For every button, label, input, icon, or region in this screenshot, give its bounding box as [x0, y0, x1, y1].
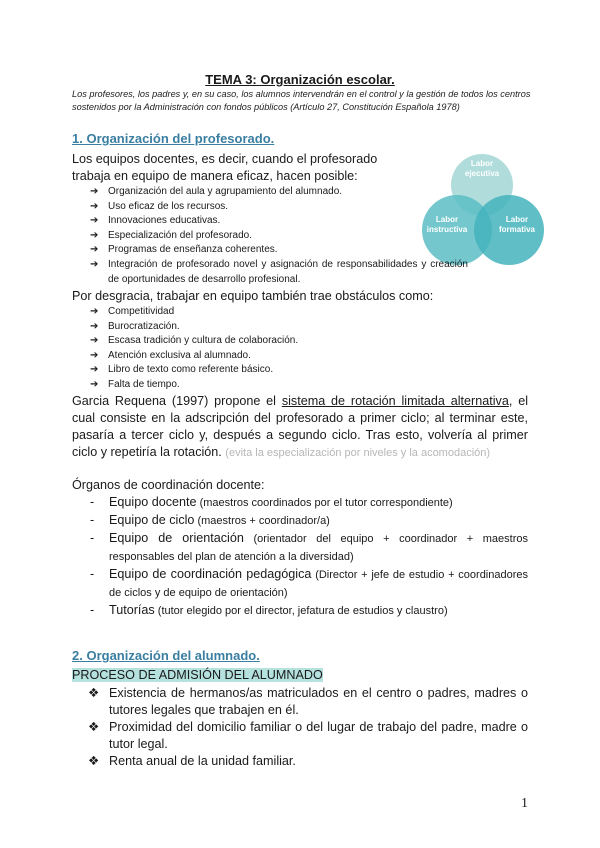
venn-diagram: [415, 150, 550, 268]
list-item: ➔ Organización del aula y agrupamiento del alumnado.: [72, 185, 402, 200]
dash-marker: -: [90, 513, 95, 527]
list-item: - Equipo de ciclo (maestros + coordinador/a): [90, 513, 330, 527]
list-item: ➔ Escasa tradición y cultura de colaboración.: [72, 334, 532, 349]
list-item: ❖ Existencia de hermanos/as matriculados en el centro o padres, madres o tutores legales que trabajen en él.: [88, 686, 528, 717]
intro-quote: Los profesores, los padres y, en su caso, los alumnos intervendrán en el control y la gestión de todos los centros sostenidos por la Administración con fondos públicos (Artículo 27, Constitución Española 1978): [72, 89, 531, 112]
benefits-list-cont: [72, 258, 468, 287]
list-item: ➔ Burocratización.: [72, 320, 532, 335]
admission-title-row: [72, 667, 532, 684]
list-item: ➔ Integración de profesorado novel y asignación de responsabilidades y creación de oportunidades de desarrollo profesional.: [90, 259, 468, 285]
arrow-icon: ➔: [90, 259, 99, 270]
venn-top-label-1: Labor: [470, 159, 494, 168]
list-item: ➔ Falta de tiempo.: [72, 378, 532, 393]
dash-marker: -: [90, 603, 95, 617]
list-item: ➔ Uso eficaz de los recursos.: [72, 200, 402, 215]
arrow-icon: ➔: [90, 335, 99, 347]
arrow-icon: ➔: [90, 186, 99, 197]
arrow-icon: ➔: [90, 349, 99, 361]
benefits-list: [72, 185, 402, 258]
list-item: ➔ Competitividad: [72, 305, 532, 320]
diamond-bullet-icon: ❖: [88, 754, 100, 768]
list-item: ➔ Libro de texto como referente básico.: [72, 363, 532, 378]
list-item: ➔ Especialización del profesorado.: [72, 229, 402, 244]
page-title: TEMA 3: Organización escolar.: [205, 72, 395, 87]
page-number: 1: [521, 796, 528, 811]
section-1-intro: Los equipos docentes, es decir, cuando el profesorado trabaja en equipo de manera eficaz, hacen posible:: [72, 152, 378, 183]
arrow-icon: ➔: [90, 215, 99, 227]
section-2-heading: 2. Organización del alumnado.: [72, 648, 260, 663]
rotation-note: (evita la especialización por niveles y la acomodación): [225, 447, 491, 459]
dash-marker: -: [90, 531, 95, 545]
arrow-icon: ➔: [90, 306, 99, 317]
venn-right-label-1: Labor: [505, 215, 529, 224]
list-item: - Tutorías (tutor elegido por el director, jefatura de estudios y claustro): [90, 603, 448, 617]
list-item: ➔ Programas de enseñanza coherentes.: [72, 243, 402, 258]
obstacles-intro: Por desgracia, trabajar en equipo también trae obstáculos como:: [72, 289, 434, 303]
admission-title: PROCESO DE ADMISIÓN DEL ALUMNADO: [72, 668, 323, 682]
venn-left-label-1: Labor: [435, 215, 459, 224]
venn-left-label-2: instructiva: [426, 225, 468, 234]
arrow-icon: ➔: [90, 244, 99, 256]
list-item: ❖ Renta anual de la unidad familiar.: [88, 754, 296, 768]
venn-top-label-2: ejecutiva: [464, 169, 500, 178]
list-item: ❖ Proximidad del domicilio familiar o del lugar de trabajo del padre, madre o tutor legal.: [88, 720, 528, 751]
admission-criteria-list: [72, 685, 528, 770]
list-item: ➔ Innovaciones educativas.: [72, 214, 402, 229]
list-item: - Equipo de coordinación pedagógica (Director + jefe de estudio + coordinadores de ciclos y de equipo de orientación): [90, 567, 529, 599]
venn-right-label-2: formativa: [498, 225, 536, 234]
organos-title: Órganos de coordinación docente:: [72, 478, 265, 492]
rotation-system-term: sistema de rotación limitada alternativa: [281, 394, 509, 408]
arrow-icon: ➔: [90, 200, 99, 212]
rotation-paragraph: Garcia Requena (1997) propone el sistema de rotación limitada alternativa, el cual consiste en la adscripción del profesorado a primer ciclo; al terminar este, pasaría a tercer ciclo y, después a segundo ciclo. Tras esto, volvería al primer ciclo y repetiría la rotación. (evita la especialización por niveles y la acomodación): [72, 394, 528, 459]
dash-marker: -: [90, 495, 95, 509]
arrow-icon: ➔: [90, 320, 99, 332]
diamond-bullet-icon: ❖: [88, 720, 100, 734]
list-item: - Equipo docente (maestros coordinados por el tutor correspondiente): [90, 495, 453, 509]
list-item: ➔ Atención exclusiva al alumnado.: [72, 349, 532, 364]
section-1-heading: 1. Organización del profesorado.: [72, 131, 275, 146]
arrow-icon: ➔: [90, 229, 99, 241]
obstacles-list: [72, 305, 532, 393]
dash-marker: -: [90, 567, 95, 581]
list-item: - Equipo de orientación (orientador del equipo + coordinador + maestros responsables del plan de atención a la diversidad): [90, 531, 528, 563]
organos-list: [72, 494, 528, 620]
arrow-icon: ➔: [90, 378, 99, 390]
arrow-icon: ➔: [90, 364, 99, 376]
diamond-bullet-icon: ❖: [88, 686, 100, 700]
